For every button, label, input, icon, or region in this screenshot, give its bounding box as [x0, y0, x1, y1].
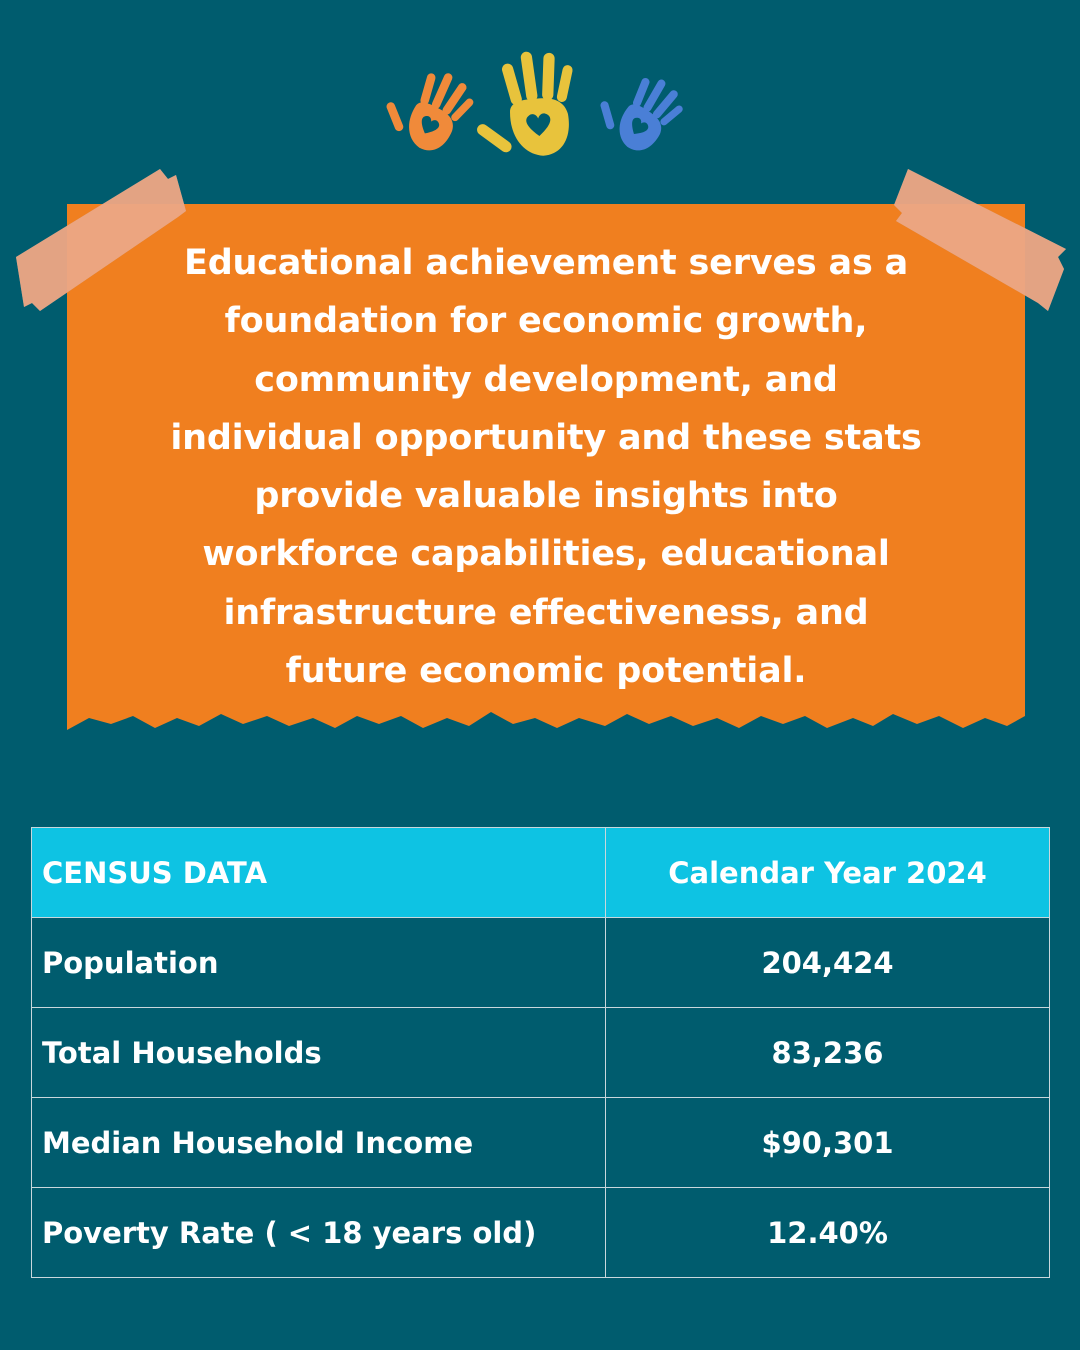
row-value: 83,236 [606, 1008, 1050, 1098]
quote-note [67, 204, 1025, 734]
header-census-data: CENSUS DATA [32, 828, 606, 918]
tape-right [888, 165, 1073, 315]
census-table [31, 827, 1050, 1278]
row-value: 12.40% [606, 1188, 1050, 1278]
quote-text: Educational achievement serves as a foundation for economic growth, community development, and individual opportunity and these stats provide valuable insights into workforce capabilities, educational infrastructure effectiveness, and future economic potential. [170, 243, 922, 692]
row-label: Median Household Income [32, 1098, 606, 1188]
header-calendar-year: Calendar Year 2024 [606, 828, 1050, 918]
table-row [32, 1098, 1050, 1188]
table-row [32, 1188, 1050, 1278]
row-label: Poverty Rate ( < 18 years old) [32, 1188, 606, 1278]
table-row [32, 918, 1050, 1008]
hand-prints [380, 48, 700, 168]
row-value: 204,424 [606, 918, 1050, 1008]
row-label: Total Households [32, 1008, 606, 1098]
table-header-row [32, 828, 1050, 918]
row-value: $90,301 [606, 1098, 1050, 1188]
hand-yellow-icon [470, 48, 580, 160]
row-label: Population [32, 918, 606, 1008]
hand-blue-icon [588, 57, 692, 161]
table-row [32, 1008, 1050, 1098]
tape-left [10, 165, 195, 315]
hand-orange-icon [380, 53, 481, 160]
